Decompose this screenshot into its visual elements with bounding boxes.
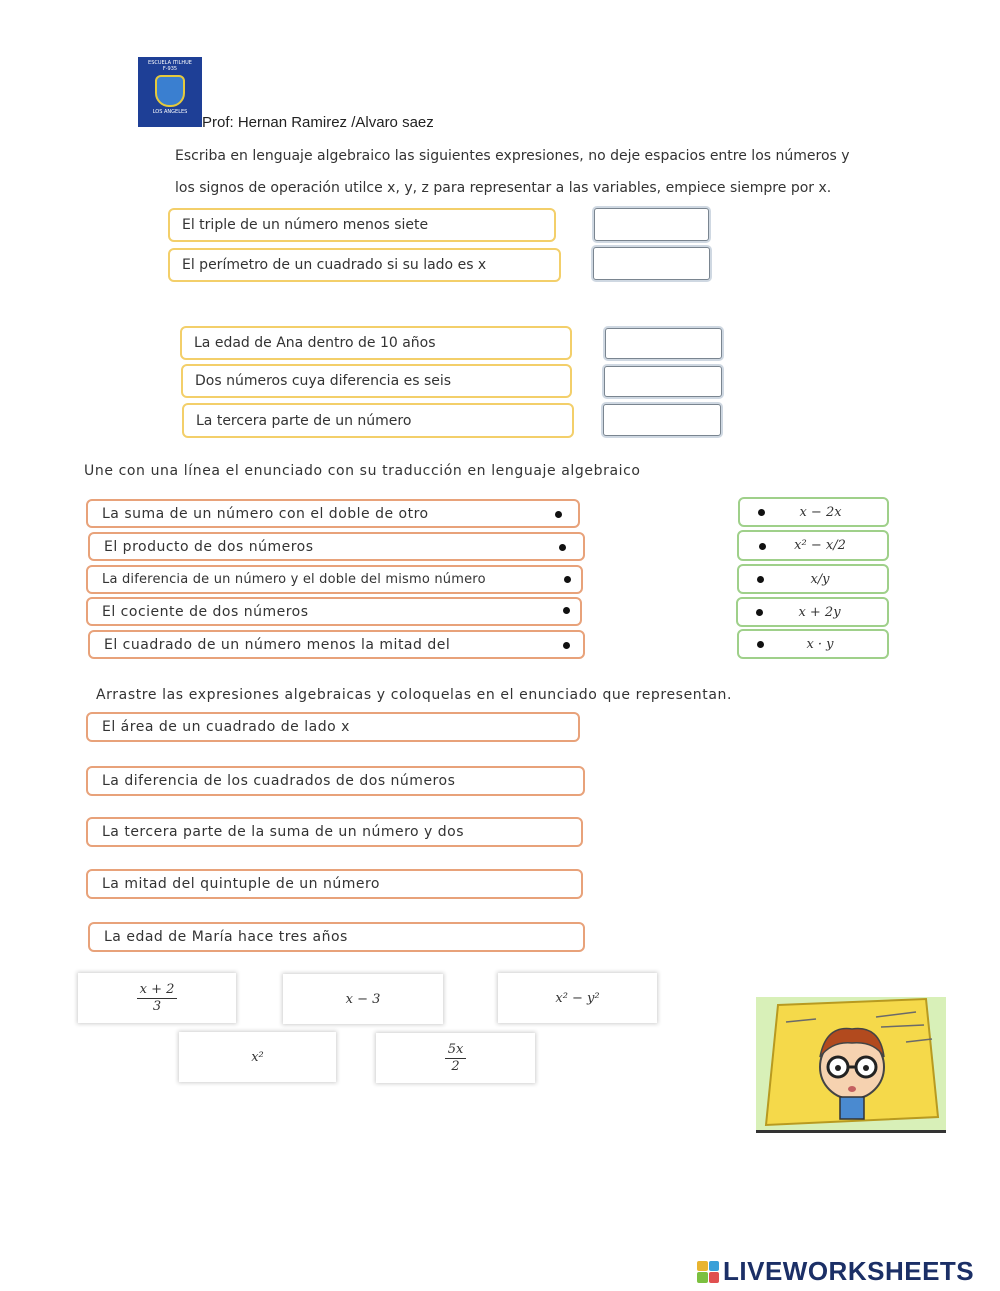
answer-input-1[interactable]: [594, 208, 709, 241]
match-statement-4: [86, 597, 582, 626]
expression-text: x · y: [806, 636, 834, 652]
match-expression-5: [737, 629, 889, 659]
match-expression-4: [736, 597, 889, 627]
drag-card-x-squared[interactable]: [179, 1032, 336, 1082]
statement-text: Dos números cuya diferencia es seis: [195, 373, 452, 389]
statement-text: La mitad del quintuple de un número: [102, 876, 380, 892]
statement-text: La tercera parte de un número: [196, 412, 412, 429]
expression-text: x/y: [810, 571, 830, 587]
expression-text: x + 2y: [798, 604, 841, 620]
student-illustration: [756, 997, 946, 1133]
match-statement-1: [86, 499, 580, 528]
match-expression-1: [738, 497, 889, 527]
drop-target-5[interactable]: [88, 922, 585, 952]
statement-box-5: [182, 403, 574, 438]
card-expression: x − 3: [345, 991, 381, 1007]
expression-text: x² − x/2: [794, 538, 846, 553]
brand-name: LIVEWORKSHEETS: [723, 1256, 975, 1286]
frac-denominator: 3: [152, 998, 162, 1014]
card-expression: x²: [251, 1049, 264, 1065]
drag-card-x-plus-2-over-3[interactable]: [78, 973, 236, 1023]
answer-input-2[interactable]: [593, 247, 710, 280]
drop-target-3[interactable]: [86, 817, 583, 847]
statement-text: La diferencia de un número y el doble del mismo número: [102, 572, 486, 587]
match-expression-2: [737, 530, 889, 561]
match-dot[interactable]: [564, 576, 571, 583]
statement-text: La diferencia de los cuadrados de dos números: [102, 773, 456, 789]
instruction-line-2: los signos de operación utilce x, y, z para representar a las variables, empiece siempre por x.: [175, 180, 832, 196]
statement-text: El producto de dos números: [104, 538, 314, 555]
school-logo: [138, 57, 202, 127]
statement-box-1: [168, 208, 556, 242]
statement-box-3: [180, 326, 572, 360]
frac-denominator: 2: [451, 1058, 460, 1074]
match-heading: Une con una línea el enunciado con su traducción en lenguaje algebraico: [84, 463, 641, 479]
liveworksheets-logo: [697, 1256, 974, 1287]
answer-input-3[interactable]: [605, 328, 722, 359]
logo-bottom-text: LOS ANGELES: [152, 109, 188, 115]
match-dot[interactable]: [563, 607, 570, 614]
drop-target-4[interactable]: [86, 869, 583, 899]
drag-card-x-minus-3[interactable]: [283, 974, 443, 1024]
drag-card-x2-minus-y2[interactable]: [498, 973, 657, 1023]
match-expression-3: [737, 564, 889, 594]
logo-code: F-935: [162, 66, 178, 72]
shield-icon: [155, 75, 185, 107]
expression-text: x − 2x: [799, 504, 842, 520]
frac-numerator: x + 2: [137, 982, 178, 999]
drag-card-5x-over-2[interactable]: [376, 1033, 535, 1083]
statement-text: El área de un cuadrado de lado x: [102, 719, 350, 735]
frac-numerator: 5x: [445, 1042, 467, 1059]
statement-box-2: [168, 248, 561, 282]
match-dot[interactable]: [563, 642, 570, 649]
match-dot[interactable]: [555, 511, 562, 518]
statement-text: El cuadrado de un número menos la mitad del: [104, 636, 451, 653]
statement-text: El triple de un número menos siete: [182, 217, 429, 233]
statement-text: La tercera parte de la suma de un número y dos: [102, 824, 465, 840]
instruction-line-1: Escriba en lenguaje algebraico las siguientes expresiones, no deje espacios entre los números y: [175, 148, 850, 164]
brand-grid-icon: [697, 1261, 719, 1283]
match-dot[interactable]: [559, 544, 566, 551]
drop-target-1[interactable]: [86, 712, 580, 742]
statement-text: El perímetro de un cuadrado si su lado es x: [182, 257, 487, 273]
match-statement-5: [88, 630, 585, 659]
statement-box-4: [181, 364, 572, 398]
teacher-names: Prof: Hernan Ramirez /Alvaro saez: [202, 114, 434, 131]
match-statement-2: [88, 532, 585, 561]
statement-text: El cociente de dos números: [102, 603, 309, 620]
statement-text: La edad de Ana dentro de 10 años: [194, 335, 436, 351]
statement-text: La suma de un número con el doble de otro: [102, 505, 429, 522]
drop-target-2[interactable]: [86, 766, 585, 796]
answer-input-5[interactable]: [603, 404, 721, 436]
logo-top-text: ESCUELA ITILHUE: [148, 60, 192, 66]
drag-heading: Arrastre las expresiones algebraicas y coloquelas en el enunciado que representan.: [96, 687, 733, 703]
statement-text: La edad de María hace tres años: [104, 929, 348, 945]
answer-input-4[interactable]: [604, 366, 722, 397]
match-statement-3: [86, 565, 583, 594]
card-expression: x² − y²: [555, 990, 600, 1006]
nerd-cartoon-icon: [756, 997, 946, 1130]
